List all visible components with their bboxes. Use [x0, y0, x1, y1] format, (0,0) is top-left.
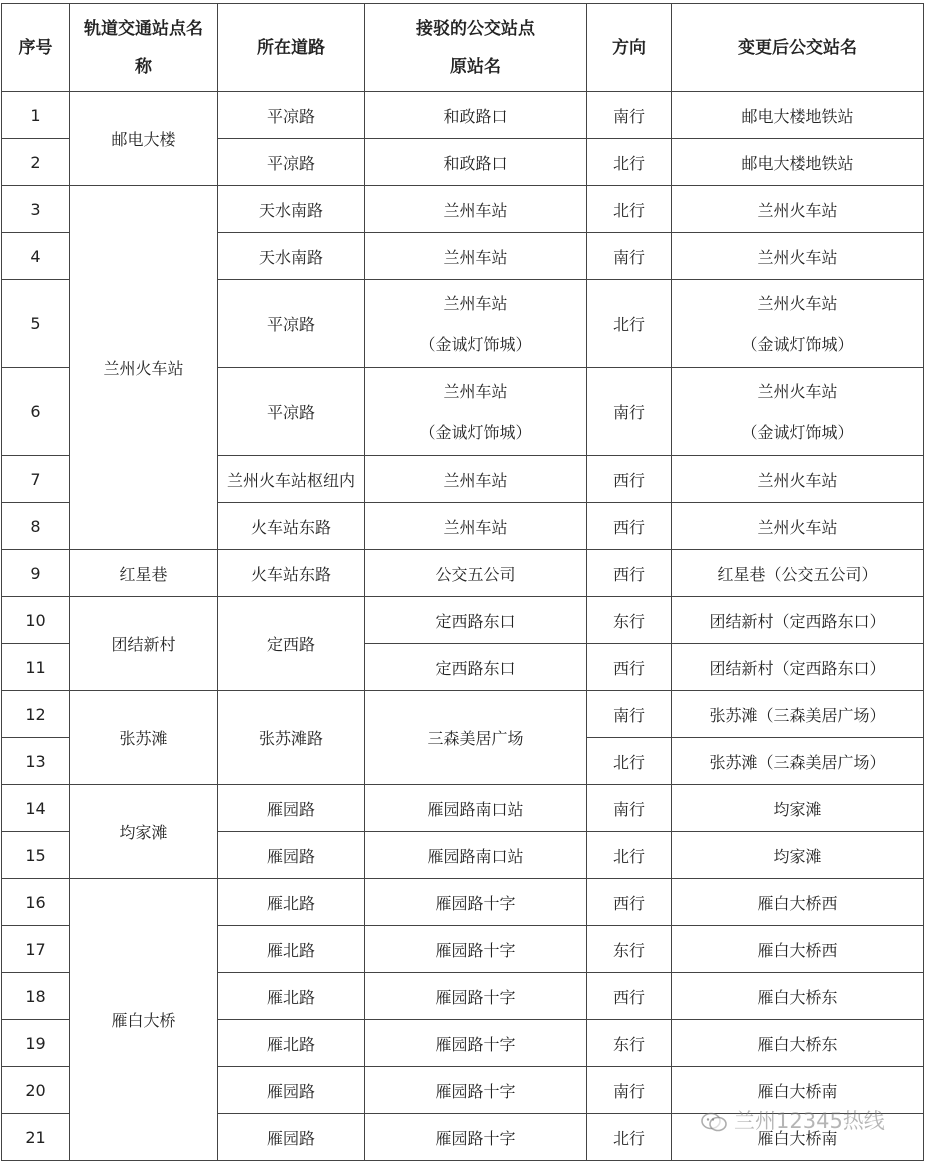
cell-new-name: 张苏滩（三森美居广场）	[672, 691, 924, 738]
cell-new-name: 雁白大桥西	[672, 926, 924, 973]
cell-direction: 南行	[587, 92, 672, 139]
cell-orig-line2: （金诚灯饰城）	[419, 334, 532, 354]
cell-new-name: 邮电大楼地铁站	[672, 139, 924, 186]
cell-orig	[365, 368, 587, 456]
header-station-line1: 轨道交通站点名	[84, 18, 203, 39]
cell-seq: 8	[2, 503, 70, 550]
cell-road: 定西路	[218, 597, 365, 691]
cell-new-name: 雁白大桥南	[672, 1067, 924, 1114]
header-orig	[365, 4, 587, 92]
cell-direction: 东行	[587, 597, 672, 644]
cell-road: 平凉路	[218, 280, 365, 368]
cell-seq: 4	[2, 233, 70, 280]
table-row	[2, 186, 924, 233]
cell-new-name: 雁白大桥东	[672, 1020, 924, 1067]
cell-road: 雁北路	[218, 926, 365, 973]
cell-direction: 北行	[587, 1114, 672, 1161]
cell-direction: 南行	[587, 233, 672, 280]
cell-seq: 9	[2, 550, 70, 597]
cell-orig: 雁园路十字	[365, 1067, 587, 1114]
cell-seq: 18	[2, 973, 70, 1020]
cell-new-name: 雁白大桥西	[672, 879, 924, 926]
cell-orig: 和政路口	[365, 139, 587, 186]
cell-road: 雁园路	[218, 1114, 365, 1161]
cell-direction: 东行	[587, 926, 672, 973]
header-new-name: 变更后公交站名	[672, 4, 924, 92]
cell-new-line1: 兰州火车站	[757, 293, 838, 313]
cell-orig-line1: 兰州车站	[443, 381, 508, 401]
cell-road: 天水南路	[218, 186, 365, 233]
cell-direction: 西行	[587, 644, 672, 691]
cell-road: 张苏滩路	[218, 691, 365, 785]
cell-new-name: 均家滩	[672, 832, 924, 879]
cell-seq: 2	[2, 139, 70, 186]
cell-seq: 16	[2, 879, 70, 926]
cell-seq: 17	[2, 926, 70, 973]
cell-direction: 北行	[587, 738, 672, 785]
cell-new-name	[672, 368, 924, 456]
cell-direction: 南行	[587, 1067, 672, 1114]
cell-seq: 13	[2, 738, 70, 785]
cell-road: 平凉路	[218, 139, 365, 186]
cell-orig: 雁园路十字	[365, 1020, 587, 1067]
cell-orig: 兰州车站	[365, 503, 587, 550]
cell-orig: 兰州车站	[365, 456, 587, 503]
cell-seq: 19	[2, 1020, 70, 1067]
cell-orig: 三森美居广场	[365, 691, 587, 785]
cell-direction: 西行	[587, 503, 672, 550]
cell-new-name: 张苏滩（三森美居广场）	[672, 738, 924, 785]
cell-seq: 20	[2, 1067, 70, 1114]
cell-new-name: 团结新村（定西路东口）	[672, 644, 924, 691]
cell-direction: 北行	[587, 280, 672, 368]
cell-new-name: 红星巷（公交五公司）	[672, 550, 924, 597]
cell-new-name: 兰州火车站	[672, 456, 924, 503]
cell-direction: 北行	[587, 186, 672, 233]
cell-orig: 雁园路南口站	[365, 785, 587, 832]
cell-road: 平凉路	[218, 368, 365, 456]
cell-direction: 南行	[587, 691, 672, 738]
table-row	[2, 550, 924, 597]
cell-orig: 和政路口	[365, 92, 587, 139]
cell-road: 雁园路	[218, 1067, 365, 1114]
cell-road: 火车站东路	[218, 550, 365, 597]
cell-orig: 定西路东口	[365, 644, 587, 691]
cell-road: 平凉路	[218, 92, 365, 139]
cell-station: 均家滩	[70, 785, 218, 879]
header-road: 所在道路	[218, 4, 365, 92]
cell-direction: 北行	[587, 832, 672, 879]
wechat-icon	[700, 1111, 728, 1133]
table-row	[2, 691, 924, 738]
cell-new-name: 团结新村（定西路东口）	[672, 597, 924, 644]
cell-station: 雁白大桥	[70, 879, 218, 1161]
cell-orig: 雁园路十字	[365, 879, 587, 926]
table-row	[2, 92, 924, 139]
header-row	[2, 4, 924, 92]
table-row	[2, 879, 924, 926]
cell-new-line1: 兰州火车站	[757, 381, 838, 401]
cell-seq: 11	[2, 644, 70, 691]
cell-station: 邮电大楼	[70, 92, 218, 186]
cell-orig: 雁园路十字	[365, 926, 587, 973]
cell-road: 兰州火车站枢纽内	[218, 456, 365, 503]
header-station	[70, 4, 218, 92]
cell-station: 张苏滩	[70, 691, 218, 785]
cell-orig: 雁园路南口站	[365, 832, 587, 879]
cell-new-name	[672, 280, 924, 368]
cell-seq: 5	[2, 280, 70, 368]
cell-new-line2: （金诚灯饰城）	[741, 334, 854, 354]
table-row	[2, 597, 924, 644]
header-direction: 方向	[587, 4, 672, 92]
cell-seq: 10	[2, 597, 70, 644]
cell-orig	[365, 280, 587, 368]
cell-road: 雁园路	[218, 785, 365, 832]
cell-direction: 东行	[587, 1020, 672, 1067]
cell-new-name: 雁白大桥东	[672, 973, 924, 1020]
cell-direction: 南行	[587, 368, 672, 456]
cell-new-name: 邮电大楼地铁站	[672, 92, 924, 139]
cell-station: 红星巷	[70, 550, 218, 597]
bus-station-table	[1, 3, 924, 1161]
cell-seq: 14	[2, 785, 70, 832]
cell-seq: 1	[2, 92, 70, 139]
cell-road: 雁北路	[218, 879, 365, 926]
header-seq: 序号	[2, 4, 70, 92]
cell-new-line2: （金诚灯饰城）	[741, 422, 854, 442]
cell-station: 团结新村	[70, 597, 218, 691]
cell-direction: 北行	[587, 139, 672, 186]
cell-seq: 3	[2, 186, 70, 233]
cell-station: 兰州火车站	[70, 186, 218, 550]
cell-seq: 15	[2, 832, 70, 879]
cell-new-name: 兰州火车站	[672, 186, 924, 233]
cell-orig-line1: 兰州车站	[443, 293, 508, 313]
cell-orig: 兰州车站	[365, 186, 587, 233]
cell-orig-line2: （金诚灯饰城）	[419, 422, 532, 442]
cell-orig: 雁园路十字	[365, 1114, 587, 1161]
cell-road: 天水南路	[218, 233, 365, 280]
watermark-text: 兰州12345热线	[734, 1109, 885, 1133]
cell-new-name: 雁白大桥南	[672, 1114, 924, 1161]
header-orig-line2: 原站名	[450, 56, 501, 77]
cell-seq: 12	[2, 691, 70, 738]
cell-orig: 公交五公司	[365, 550, 587, 597]
cell-seq: 6	[2, 368, 70, 456]
cell-orig: 雁园路十字	[365, 973, 587, 1020]
cell-direction: 西行	[587, 456, 672, 503]
cell-new-name: 兰州火车站	[672, 503, 924, 550]
header-orig-line1: 接驳的公交站点	[416, 18, 535, 39]
cell-road: 雁北路	[218, 973, 365, 1020]
cell-new-name: 均家滩	[672, 785, 924, 832]
cell-direction: 西行	[587, 973, 672, 1020]
cell-orig: 定西路东口	[365, 597, 587, 644]
cell-direction: 西行	[587, 879, 672, 926]
cell-seq: 7	[2, 456, 70, 503]
cell-direction: 南行	[587, 785, 672, 832]
cell-seq: 21	[2, 1114, 70, 1161]
cell-road: 雁北路	[218, 1020, 365, 1067]
cell-road: 火车站东路	[218, 503, 365, 550]
cell-orig: 兰州车站	[365, 233, 587, 280]
watermark	[700, 1105, 885, 1135]
cell-direction: 西行	[587, 550, 672, 597]
header-station-line2: 称	[135, 56, 152, 77]
cell-road: 雁园路	[218, 832, 365, 879]
table-row	[2, 785, 924, 832]
cell-new-name: 兰州火车站	[672, 233, 924, 280]
